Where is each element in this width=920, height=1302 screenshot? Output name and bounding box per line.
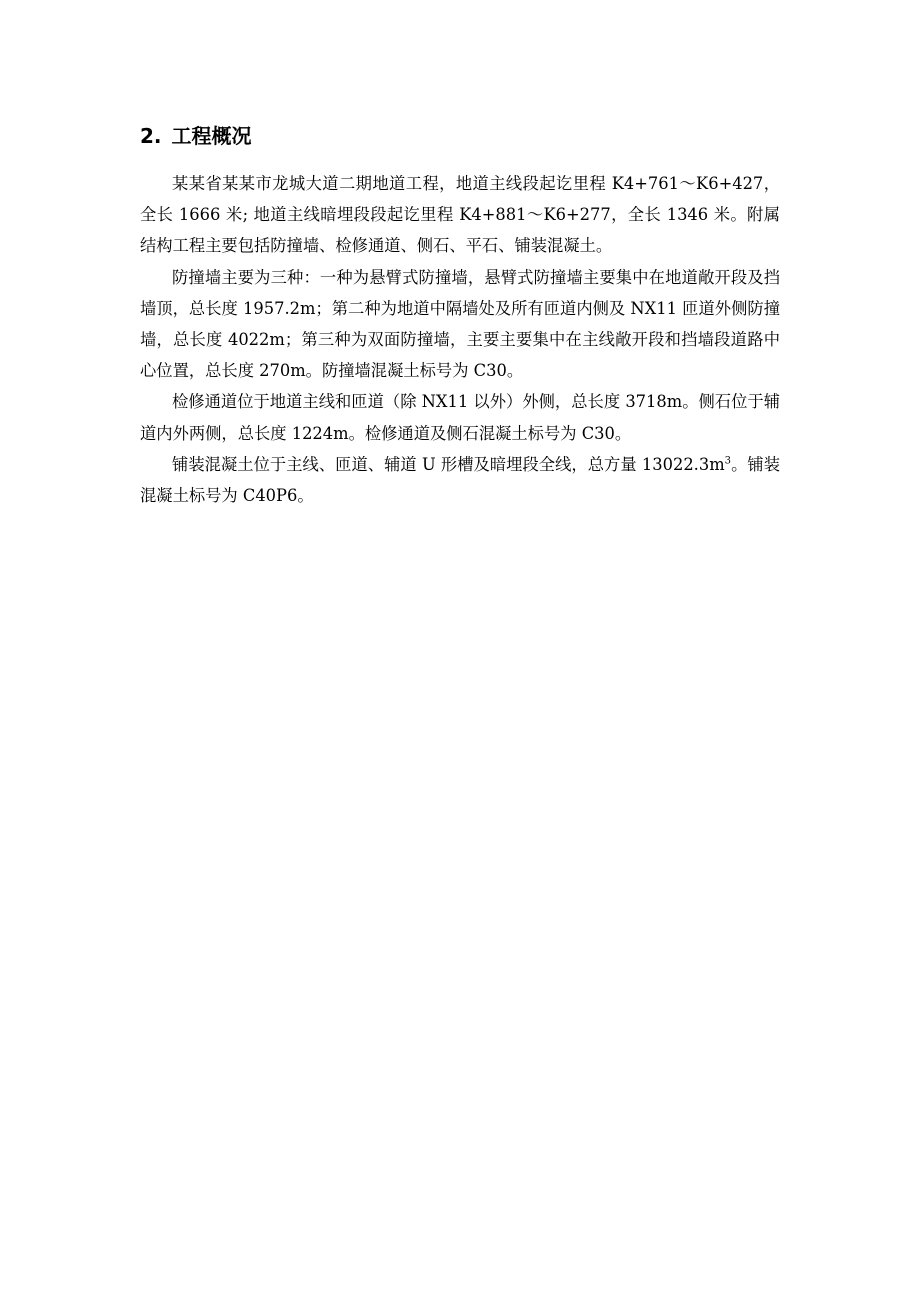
section-number: 2.: [140, 124, 162, 148]
cubic-superscript: 3: [724, 455, 732, 467]
paragraph-crash-barrier: 防撞墙主要为三种：一种为悬臂式防撞墙，悬臂式防撞墙主要集中在地道敞开段及挡墙顶，总长度 1957.2m；第二种为地道中隔墙处及所有匝道内侧及 NX11 匝道外侧防撞墙，总长度 4022m；第三种为双面防撞墙，主要主要集中在主线敞开段和挡墙段道路中心位置，总长度 270m。防撞墙混凝土标号为 C30。: [140, 267, 780, 381]
paving-text-tail: 。铺装混凝土标号为 C40P6。: [140, 454, 780, 506]
paragraph-maintenance-path: 检修通道位于地道主线和匝道（除 NX11 以外）外侧，总长度 3718m。侧石位于辅道内外两侧，总长度 1224m。检修通道及侧石混凝土标号为 C30。: [140, 392, 780, 443]
document-body: [140, 168, 780, 511]
paragraph-project-overview: 某某省某某市龙城大道二期地道工程，地道主线段起讫里程 K4+761～K6+427，全长 1666 米; 地道主线暗埋段段起讫里程 K4+881～K6+277，全长 1346 米。附属结构工程主要包括防撞墙、检修通道、侧石、平石、铺装混凝土。: [140, 174, 780, 256]
section-heading: [140, 120, 252, 152]
paragraph-paving-concrete: [140, 449, 780, 511]
section-title: 工程概况: [171, 124, 252, 148]
paving-text-main: 铺装混凝土位于主线、匝道、辅道 U 形槽及暗埋段全线，总方量 13022.3m: [172, 454, 725, 474]
